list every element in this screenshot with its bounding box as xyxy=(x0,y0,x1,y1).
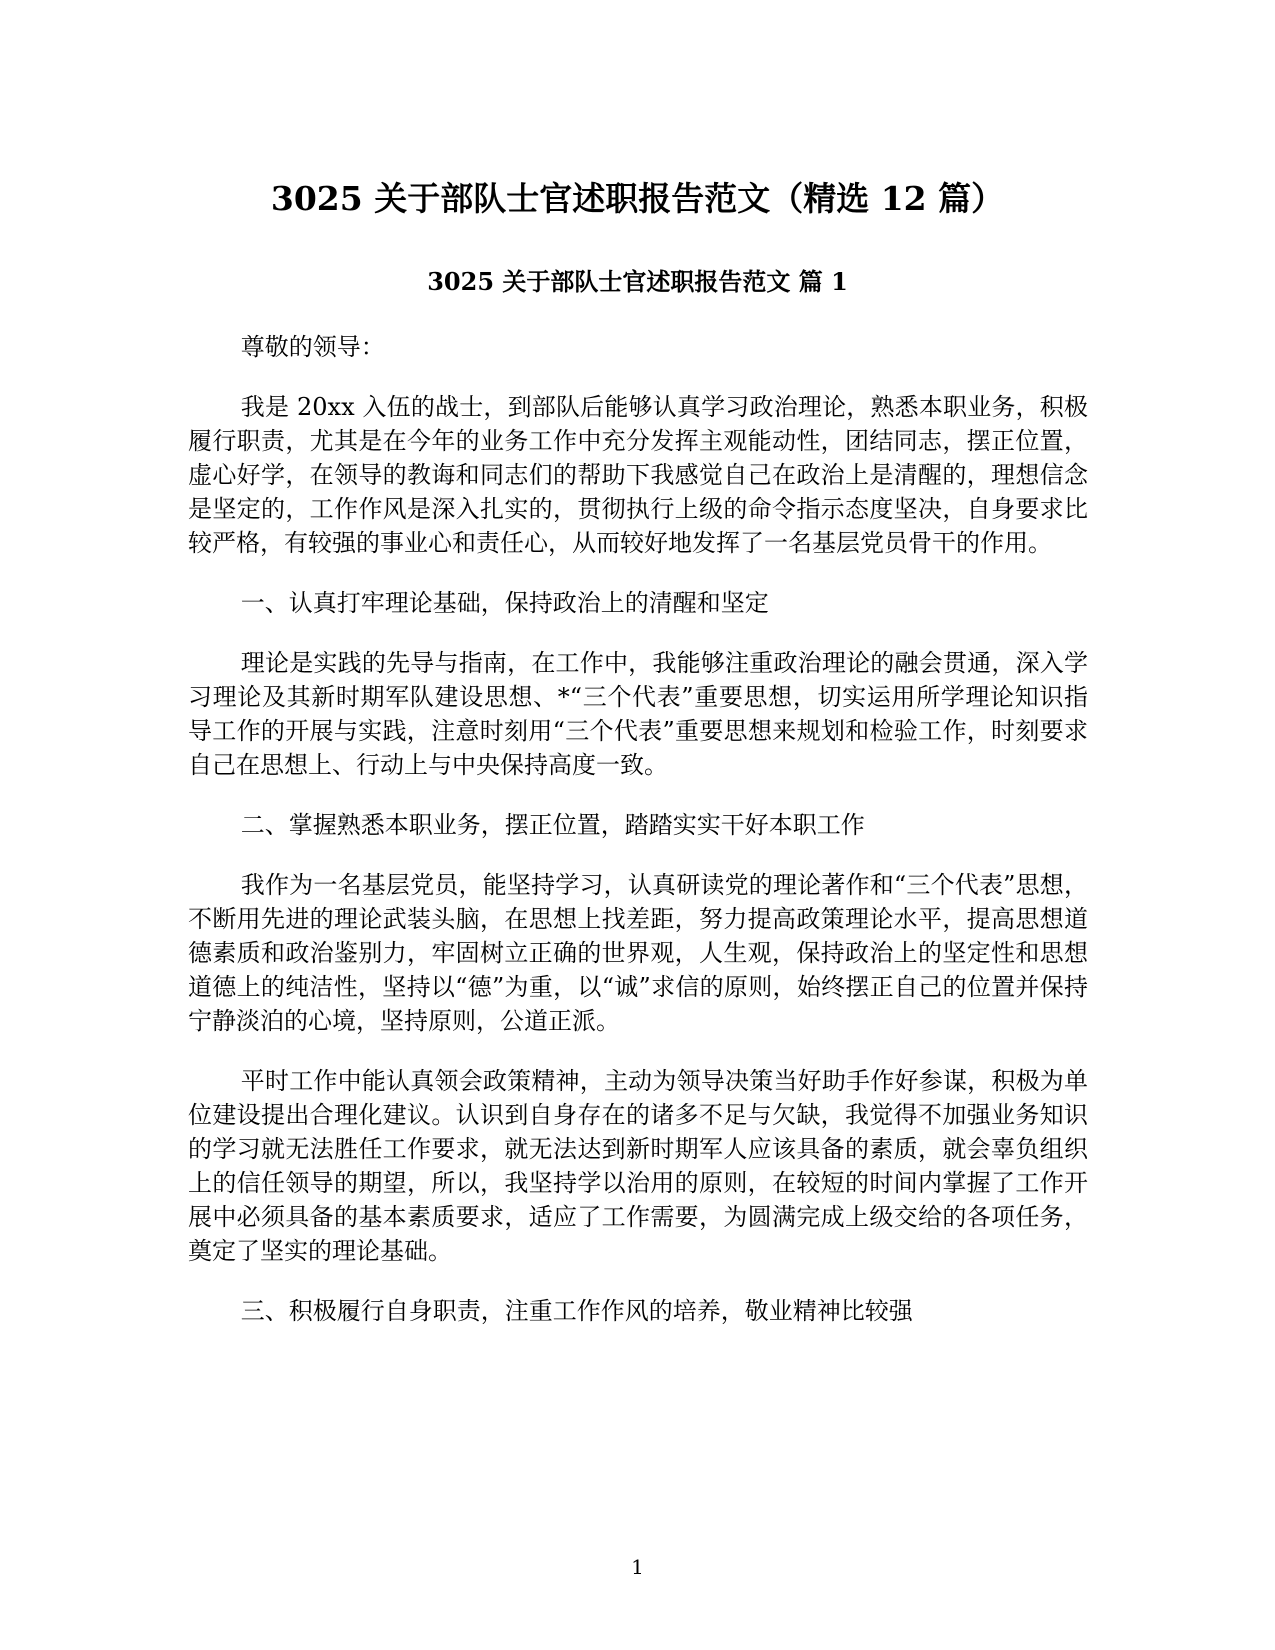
body-paragraph: 我作为一名基层党员，能坚持学习，认真研读党的理论著作和“三个代表”思想，不断用先进的理论武装头脑，在思想上找差距，努力提高政策理论水平，提高思想道德素质和政治鉴别力，牢固树立正确的世界观，人生观，保持政治上的坚定性和思想道德上的纯洁性，坚持以“德”为重，以“诚”求信的原则，始终摆正自己的位置并保持宁静淡泊的心境，坚持原则，公道正派。 xyxy=(188,871,1088,1035)
document-title: 3025 关于部队士官述职报告范文（精选 12 篇） xyxy=(270,179,1005,218)
section-heading-3: 三、积极履行自身职责，注重工作作风的培养，敬业精神比较强 xyxy=(240,1297,913,1325)
salutation-paragraph: 尊敬的领导： xyxy=(240,333,385,361)
section-heading-2: 二、掌握熟悉本职业务，摆正位置，踏踏实实干好本职工作 xyxy=(240,811,865,839)
body-paragraph: 平时工作中能认真领会政策精神，主动为领导决策当好助手作好参谋，积极为单位建设提出合理化建议。认识到自身存在的诸多不足与欠缺，我觉得不加强业务知识的学习就无法胜任工作要求，就无法达到新时期军人应该具备的素质，就会辜负组织上的信任领导的期望，所以，我坚持学以治用的原则，在较短的时间内掌握了工作开展中必须具备的基本素质要求，适应了工作需要，为圆满完成上级交给的各项任务，奠定了坚实的理论基础。 xyxy=(188,1067,1088,1265)
page-number: 1 xyxy=(631,1555,644,1579)
document-body xyxy=(188,330,1088,1354)
body-paragraph: 理论是实践的先导与指南，在工作中，我能够注重政治理论的融会贯通，深入学习理论及其新时期军队建设思想、*“三个代表”重要思想，切实运用所学理论知识指导工作的开展与实践，注意时刻用“三个代表”重要思想来规划和检验工作，时刻要求自己在思想上、行动上与中央保持高度一致。 xyxy=(188,649,1088,779)
section-heading-1: 一、认真打牢理论基础，保持政治上的清醒和坚定 xyxy=(240,589,769,617)
section-title: 3025 关于部队士官述职报告范文 篇 1 xyxy=(427,267,848,296)
body-paragraph: 我是 20xx 入伍的战士，到部队后能够认真学习政治理论，熟悉本职业务，积极履行职责，尤其是在今年的业务工作中充分发挥主观能动性，团结同志，摆正位置，虚心好学，在领导的教诲和同志们的帮助下我感觉自己在政治上是清醒的，理想信念是坚定的，工作作风是深入扎实的，贯彻执行上级的命令指示态度坚决，自身要求比较严格，有较强的事业心和责任心，从而较好地发挥了一名基层党员骨干的作用。 xyxy=(188,393,1088,557)
